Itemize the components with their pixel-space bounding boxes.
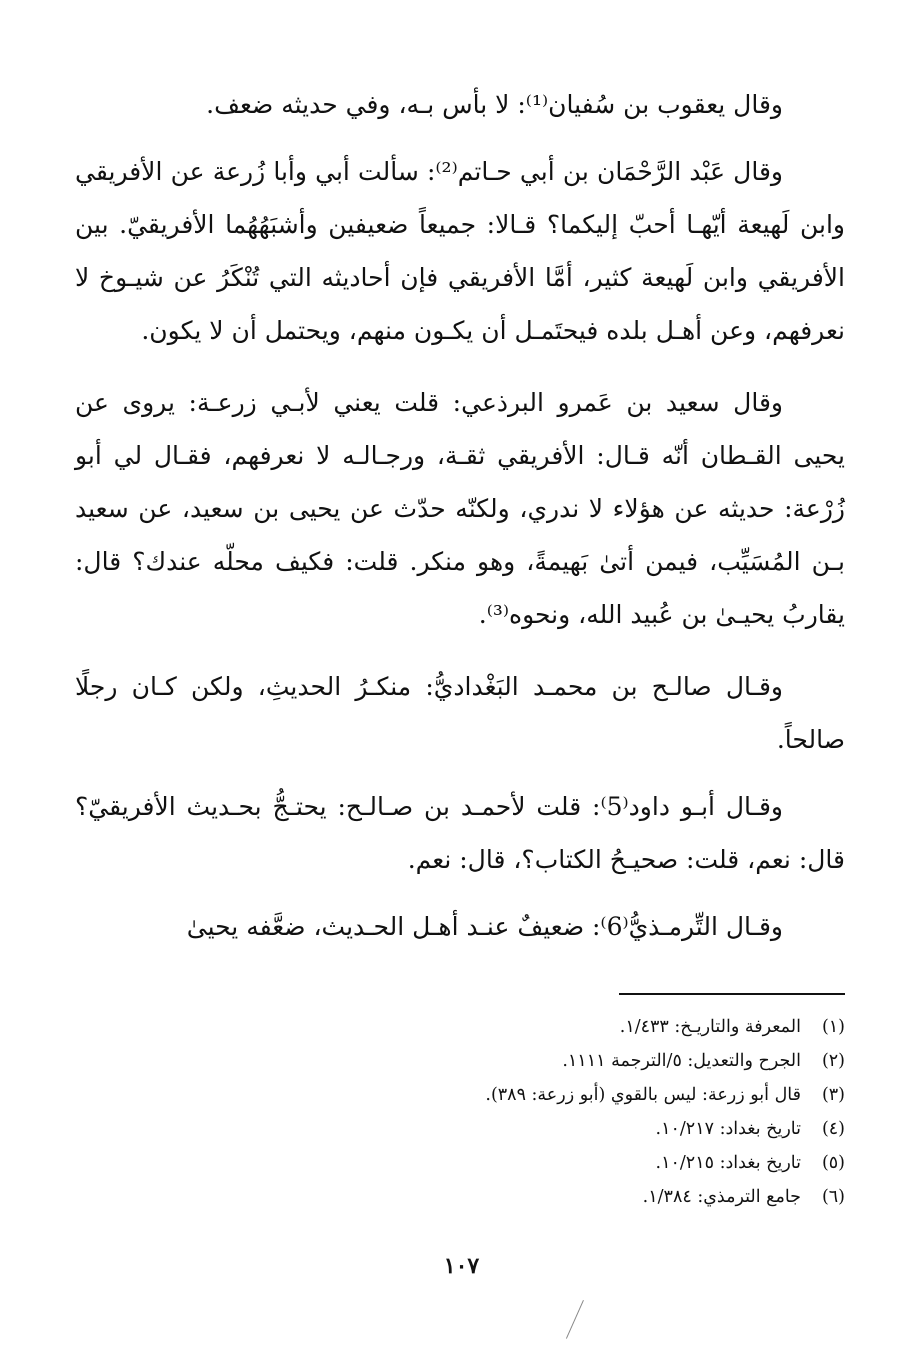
footnote-divider	[619, 993, 845, 995]
footnote-number: (٣)	[821, 1085, 845, 1105]
paragraph-ibn-abi-hatim: وقال عَبْد الرَّحْمَان بن أبي حـاتم⁽²⁾: سألت أبي وأبا زُرعة عن الأفريقي وابن لَهيعة أيّهـا أحبّ إليكما؟ قـالا: جميعاً ضعيفين وأشبَهُهُما الأفريقيّ. بين الأفريقي وابن لَهيعة كثير، أمَّا الأفريقي فإن أحاديثه التي تُنْكَرُ عن شيـوخ لا نعرفهم، وعن أهـل بلده فيحتَمـل أن يكـون منهم، ويحتمل أن لا يكون.	[75, 157, 845, 345]
footnote-item	[155, 1146, 845, 1180]
paragraph-baghdadi: وقـال صالـح بن محمـد البَغْداديُّ: منكـرُ الحديثِ، ولكن كـان رجلًا صالحاً.	[75, 672, 845, 754]
footnote-text: الجرح والتعديل: ٥/الترجمة ١١١١.	[562, 1051, 801, 1071]
footnote-number: (٦)	[821, 1187, 845, 1207]
footnote-item	[155, 1078, 845, 1112]
footnote-text: تاريخ بغداد: ١٠/٢١٥.	[655, 1153, 801, 1173]
footnotes-list	[155, 1010, 845, 1214]
footnote-text: المعرفة والتاريـخ: ١/٤٣٣.	[619, 1017, 801, 1037]
footnote-number: (١)	[821, 1017, 845, 1037]
footnote-item	[155, 1010, 845, 1044]
scan-mark	[566, 1300, 584, 1339]
footnote-text: قال أبو زرعة: ليس بالقوي (أبو زرعة: ٣٨٩).	[485, 1085, 801, 1105]
footnote-number: (٢)	[821, 1051, 845, 1071]
footnote-text: جامع الترمذي: ١/٣٨٤.	[642, 1187, 801, 1207]
footnote-item	[155, 1112, 845, 1146]
footnote-item	[155, 1044, 845, 1078]
paragraph-yaqub: وقال يعقوب بن سُفيان⁽¹⁾: لا بأس بـه، وفي حديثه ضعف.	[206, 90, 783, 119]
footnote-text: تاريخ بغداد: ١٠/٢١٧.	[655, 1119, 801, 1139]
page-number: ١٠٧	[443, 1253, 480, 1279]
main-text	[75, 78, 845, 972]
paragraph-tirmidhi: وقـال التِّرمـذيُّ⁽6⁾: ضعيفٌ عنـد أهـل الحـديث، ضعَّفه يحيىٰ	[186, 912, 783, 941]
footnote-number: (٤)	[821, 1119, 845, 1139]
footnote-item	[155, 1180, 845, 1214]
paragraph-bardhaii: وقال سعيد بن عَمرو البرذعي: قلت يعني لأبـي زرعـة: يروى عن يحيى القـطان أنّه قـال: الأفريقي ثقـة، ورجـالـه لا نعرفهم، فقـال لي أبو زُرْعة: حديثه عن هؤلاء لا ندري، ولكنّه حدّث عن يحيى بن سعيد، عن سعيد بـن المُسَيِّب، فيمن أتىٰ بَهيمةً، وهو منكر. قلت: فكيف محلّه عندك؟ قال: يقاربُ يحيـىٰ بن عُبيد الله، ونحوه⁽³⁾.	[75, 388, 845, 629]
footnote-number: (٥)	[821, 1153, 845, 1173]
paragraph-abu-dawud: وقـال أبـو داود⁽5⁾: قلت لأحمـد بن صـالـح: يحتـجُّ بحـديث الأفريقيّ؟ قال: نعم، قلت: صحيـحُ الكتاب؟، قال: نعم.	[75, 792, 845, 874]
